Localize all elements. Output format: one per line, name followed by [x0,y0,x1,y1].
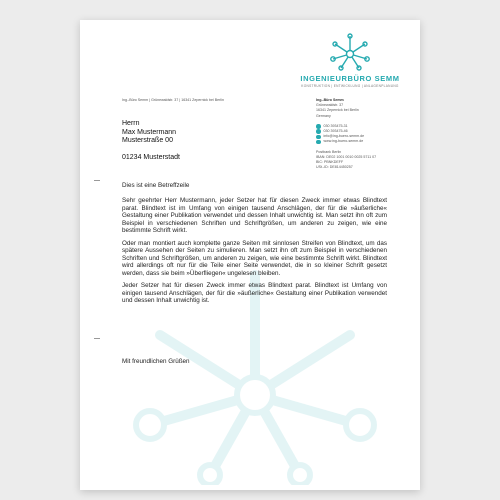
phone-icon [316,124,321,129]
body-paragraph: Sehr geehrter Herr Mustermann, jeder Setzer hat für diesen Zweck immer etwas Blindtext parat. Blindtext ist im Umfang von einigen tausend Anschlägen, der für die »äußerliche« Gestaltung einer Publikation verwendet und dessen Inhalt unwichtig ist. Man setzt ihn oft zum Beispiel in verschiedenen Schriften und Schriftgrößen, um anderen zu zeigen, wie eine bestimmte Schrift wirkt. [122,197,387,235]
recipient-street: Musterstraße 00 [122,137,173,145]
fax-icon [316,129,321,134]
sender-return-line: Ing.-Büro Semm | Grünewaldstr. 37 | 16341 Zepernick bei Berlin [122,98,224,102]
sidebar-city: 16341 Zepernick bei Berlin [316,108,359,113]
recipient-salutation: Herrn [122,120,140,127]
sidebar-country: Germany [316,113,331,118]
contact-fax: 030 393475-46 [316,129,408,134]
sidebar-street: Grünewaldstr. 37 [316,103,344,108]
letterhead-page [80,20,420,490]
recipient-name: Max Mustermann [122,128,177,136]
company-tagline: KONSTRUKTION | ENTWICKLUNG | ANLAGENPLANUNG [301,84,399,88]
contact-email[interactable]: info@ing-buero-semm.de [316,134,408,139]
globe-icon [316,140,321,145]
company-logo [290,32,410,88]
bank-name: Postbank Berlin [316,149,342,154]
company-name: INGENIEURBÜRO SEMM [300,74,400,83]
bank-bic: BIC: PBNKDEFF [316,160,344,165]
molecule-network-icon [328,32,372,72]
bank-iban: IBAN: DE02 1001 0010 0025 5711 07 [316,154,377,159]
letter-body [122,182,387,310]
closing-line: Mit freundlichen Grüßen [122,358,190,365]
vat-id: USt.-ID: DE814450257 [316,165,353,170]
body-paragraph: Oder man montiert auch komplette ganze Seiten mit sinnlosen Streifen von Blindtext, um das spätere Aussehen der Seiten zu simulieren. Man setzt ihn oft zum Beispiel in verschiedenen Schriften und Schriftgrößen, um anderen zu zeigen, wie eine bestimmte Schrift wirkt. Blindtext wird allerdings oft nur für die Teile einer Seite verwendet, die in so kleiner Schrift gesetzt werden, dass sie beim »Überfliegen« ungelesen bleiben. [122,239,387,277]
contact-website[interactable]: www.ing-buero-semm.de [316,139,408,144]
contact-phone: 030 393475-31 [316,124,408,129]
recipient-address [122,120,180,162]
sidebar-company: Ing.-Büro Semm [316,98,344,102]
recipient-city: 01234 Musterstadt [122,153,180,161]
subject-line: Dies ist eine Betreffzeile [122,182,190,189]
fold-mark [94,180,100,181]
sender-info-column [316,98,408,170]
fold-mark [94,338,100,339]
mail-icon [316,135,321,140]
body-paragraph: Jeder Setzer hat für diesen Zweck immer etwas Blindtext parat. Blindtext ist Umfang von einigen tausend Anschlägen, der für die »äußerliche« Gestaltung einer Publikation verwendet und dessen Inhalt unwichtig ist. [122,282,387,305]
